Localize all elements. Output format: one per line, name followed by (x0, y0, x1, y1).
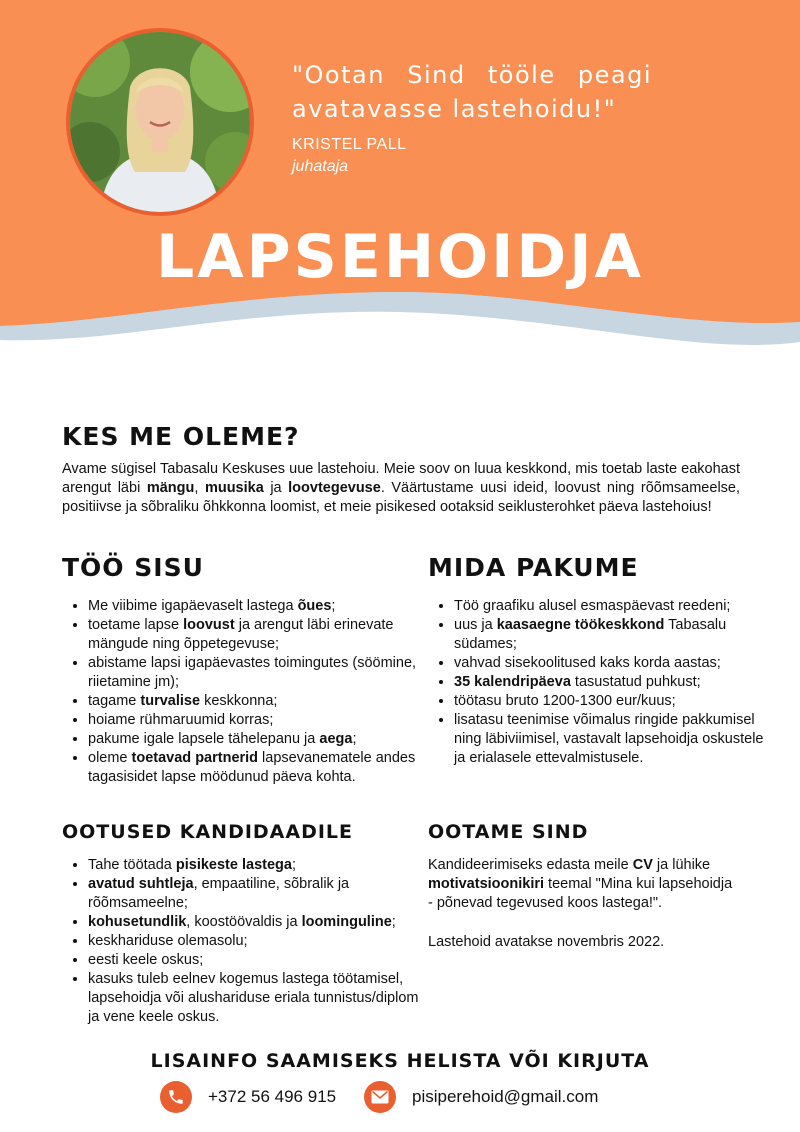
list-item (88, 856, 424, 875)
expect-heading: OOTUSED KANDIDAADILE (62, 821, 354, 843)
phone-number[interactable]: +372 56 496 915 (208, 1087, 337, 1106)
list-item (454, 692, 766, 711)
text-run: oleme (88, 750, 132, 766)
bold-text: CV (632, 857, 653, 873)
text-run: ja lühike (652, 857, 711, 873)
bold-text: aega (319, 731, 353, 747)
bold-text: pisikeste lastega (175, 857, 292, 873)
text-run: vahvad sisekoolitused kaks korda aastas; (454, 655, 721, 671)
text-run: Avame sügisel Tabasalu Keskuses uue lastehoiu. Meie soov on luua keskkond, mis toetab laste eakohast arengut läbi (62, 461, 740, 496)
text-run: keskkonna; (200, 693, 278, 709)
list-item (88, 875, 424, 913)
text-run: toetame lapse (88, 617, 184, 633)
bold-text: turvalise (140, 693, 201, 709)
phone-icon (160, 1081, 192, 1113)
text-run: ; (291, 857, 296, 873)
bold-text: 35 kalendripäeva (454, 674, 571, 690)
hero-banner (0, 0, 800, 400)
bold-text: motivatsioonikiri (428, 876, 545, 892)
bold-text: avatud suhtleja (88, 876, 194, 892)
work-heading: TÖÖ SISU (62, 553, 204, 582)
text-run: keskhariduse olemasolu; (88, 933, 248, 949)
text-run: , koostöövaldis ja (186, 914, 302, 930)
list-item (88, 951, 424, 970)
bold-text: toetavad partnerid (131, 750, 259, 766)
bold-text: kohusetundlik (88, 914, 187, 930)
list-item (88, 730, 424, 749)
bold-text: loominguline (301, 914, 392, 930)
mail-icon (364, 1081, 396, 1113)
text-run: Kandideerimiseks edasta meile (428, 857, 633, 873)
bold-text: õues (297, 598, 332, 614)
text-run: , (194, 480, 205, 496)
list-item (88, 692, 424, 711)
list-item (454, 673, 766, 692)
text-run: tasustatud puhkust; (570, 674, 701, 690)
bold-text: muusika (204, 480, 264, 496)
text-run: uus ja (454, 617, 497, 633)
list-item (88, 749, 424, 787)
text-run: ; (391, 914, 396, 930)
text-run: lisatasu teenimise võimalus ringide pakkumisel ning läbiviimisel, vastavalt lapsehoidja oskustele ja erialasele ettevalmistusele. (454, 712, 764, 766)
about-paragraph (62, 460, 740, 517)
text-run: Me viibime igapäevaselt lastega (88, 598, 298, 614)
phone-contact[interactable] (160, 1080, 336, 1114)
list-item (88, 616, 424, 654)
text-run: pakume igale lapsele tähelepanu ja (88, 731, 320, 747)
page-title: LAPSEHOIDJA (156, 222, 644, 292)
text-run: ja arengut läbi erinevate mängude ning õppetegevuse; (88, 617, 394, 652)
text-run: abistame lapsi igapäevastes toimingutes (söömine, riietamine jm); (88, 655, 417, 690)
about-heading: KES ME OLEME? (62, 422, 300, 451)
text-run: kasuks tuleb eelnev kogemus lastega töötamisel, lapsehoidja või alushariduse eriala tunnistus/diplom ja vene keele oskus. (88, 971, 419, 1025)
list-item (88, 654, 424, 692)
contact-heading: LISAINFO SAAMISEKS HELISTA VÕI KIRJUTA (150, 1050, 650, 1072)
offer-list (428, 597, 766, 768)
text-run: tagame (88, 693, 141, 709)
email-address[interactable]: pisiperehoid@gmail.com (412, 1087, 599, 1106)
apply-heading: OOTAME SIND (428, 821, 589, 843)
avatar (66, 28, 254, 216)
text-run: Töö graafiku alusel esmaspäevast reedeni; (454, 598, 731, 614)
list-item (454, 597, 766, 616)
offer-heading: MIDA PAKUME (428, 553, 639, 582)
email-contact[interactable] (364, 1080, 598, 1114)
expect-list (62, 856, 424, 1027)
bold-text: loovtegevuse (288, 480, 381, 496)
text-run: hoiame rühmaruumid korras; (88, 712, 274, 728)
quote-author-role: juhataja (292, 158, 349, 175)
portrait-illustration (70, 32, 250, 212)
apply-note: Lastehoid avatakse novembris 2022. (428, 934, 665, 950)
list-item (454, 654, 766, 673)
apply-paragraph (428, 856, 740, 913)
text-run: Tahe töötada (88, 857, 176, 873)
text-run: Tabasalu südames; (454, 617, 727, 652)
text-run: , empaatiline, sõbralik ja rõõmsameelne; (88, 876, 350, 911)
list-item (454, 711, 766, 768)
bold-text: kaasaegne töökeskkond (496, 617, 665, 633)
list-item (454, 616, 766, 654)
quote-text: "Ootan Sind tööle peagi avatavasse lastehoidu!" (292, 61, 652, 123)
text-run: eesti keele oskus; (88, 952, 204, 968)
quote-author-name: KRISTEL PALL (292, 136, 407, 153)
list-item (88, 970, 424, 1027)
text-run: lapsevanematele andes tagasisidet lapse möödunud päeva kohta. (88, 750, 416, 785)
list-item (88, 932, 424, 951)
work-list (62, 597, 424, 787)
bold-text: loovust (183, 617, 235, 633)
text-run: teemal "Mina kui lapsehoidja - põnevad tegevused koos lastega!". (428, 876, 733, 911)
text-run: ; (352, 731, 357, 747)
text-run: töötasu bruto 1200-1300 eur/kuus; (454, 693, 676, 709)
list-item (88, 597, 424, 616)
text-run: ; (331, 598, 336, 614)
list-item (88, 913, 424, 932)
list-item (88, 711, 424, 730)
text-run: ja (263, 480, 289, 496)
bold-text: mängu (146, 480, 195, 496)
text-run: . Väärtustame uusi ideid, loovust ning rõõmsameelse, positiivse ja sõbraliku õhkkonna loomist, et meie pisikesed ootaksid seiklusterohket päeva lastehoius! (62, 480, 741, 515)
